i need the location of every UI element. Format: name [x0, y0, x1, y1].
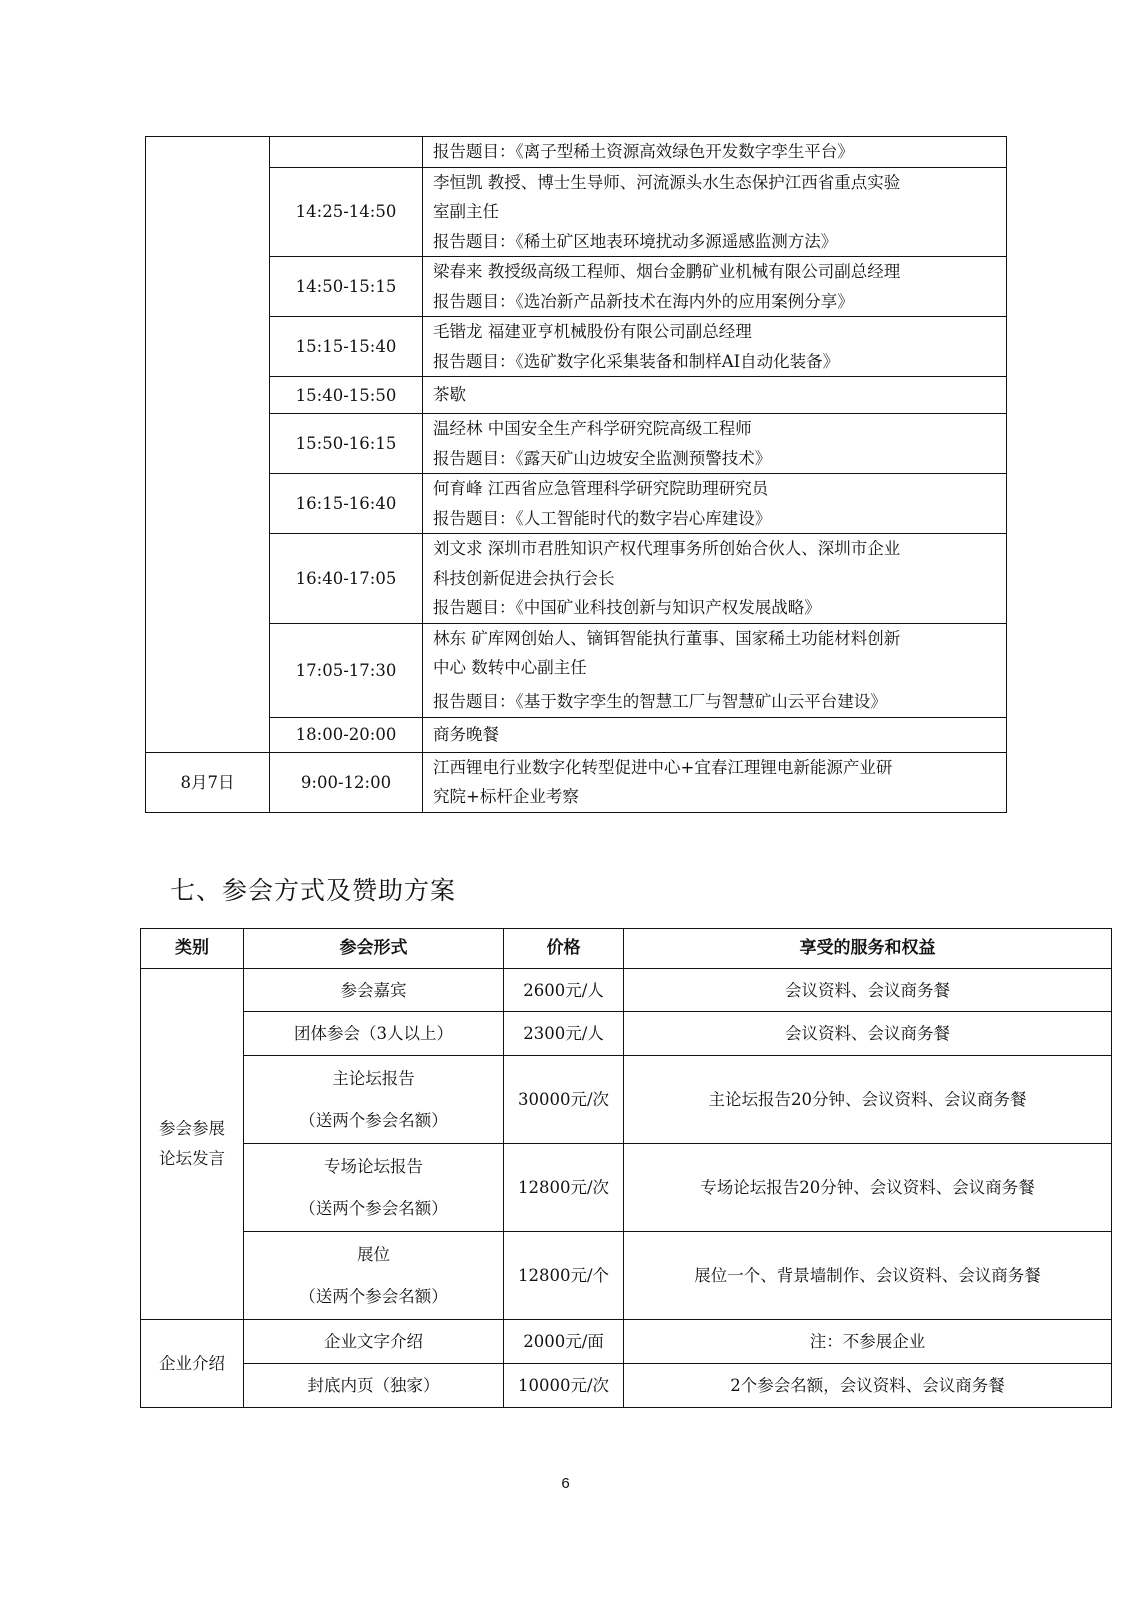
form-cell [244, 1144, 504, 1232]
form-line: （送两个参会名额） [299, 1198, 448, 1218]
table-row [141, 1320, 1112, 1364]
price-cell: 2300元/人 [504, 1012, 624, 1056]
content-line: 商务晚餐 [433, 724, 499, 744]
table-row [146, 474, 1007, 534]
category-cell: 企业介绍 [141, 1320, 244, 1408]
content-line: 何育峰 江西省应急管理科学研究院助理研究员 [433, 479, 769, 498]
time-cell: 17:05-17:30 [270, 623, 423, 717]
content-line: 茶歇 [433, 385, 466, 405]
price-cell: 2000元/面 [504, 1320, 624, 1364]
content-line: 梁春来 教授级高级工程师、烟台金鹏矿业机械有限公司副总经理 [433, 262, 901, 281]
table-header-row [141, 929, 1112, 969]
content-cell [423, 474, 1007, 534]
table-row [141, 1144, 1112, 1232]
content-cell [423, 137, 1007, 168]
content-line: 李恒凯 教授、博士生导师、河流源头水生态保护江西省重点实验 [433, 172, 901, 192]
header-price: 价格 [504, 929, 624, 969]
form-cell: 企业文字介绍 [244, 1320, 504, 1364]
table-row [141, 1056, 1112, 1144]
form-cell: 团体参会（3人以上） [244, 1012, 504, 1056]
content-cell [423, 317, 1007, 377]
content-cell [423, 534, 1007, 624]
header-category: 类别 [141, 929, 244, 969]
time-cell: 15:15-15:40 [270, 317, 423, 377]
time-cell: 18:00-20:00 [270, 717, 423, 752]
table-row [146, 377, 1007, 414]
content-line: 江西锂电行业数字化转型促进中心+宜春江理锂电新能源产业研 [433, 757, 893, 777]
table-row [146, 717, 1007, 752]
time-cell [270, 137, 423, 168]
content-line: 报告题目：《稀土矿区地表环境扰动多源遥感监测方法》 [433, 231, 838, 251]
fees-table [140, 928, 1112, 1408]
table-row [141, 1012, 1112, 1056]
content-line: 报告题目：《基于数字孪生的智慧工厂与智慧矿山云平台建设》 [433, 691, 887, 711]
content-cell [423, 752, 1007, 812]
date-cell-empty [146, 137, 270, 753]
header-benefits: 享受的服务和权益 [624, 929, 1112, 969]
benefits-cell: 注：不参展企业 [624, 1320, 1112, 1364]
time-cell: 14:50-15:15 [270, 257, 423, 317]
content-cell [423, 377, 1007, 414]
form-line: 主论坛报告 [332, 1068, 415, 1088]
content-line: 毛锴龙 福建亚亨机械股份有限公司副总经理 [433, 322, 752, 341]
content-line: 报告题目：《中国矿业科技创新与知识产权发展战略》 [433, 598, 821, 617]
table-row [141, 1232, 1112, 1320]
time-cell: 14:25-14:50 [270, 167, 423, 257]
form-line: （送两个参会名额） [299, 1286, 448, 1306]
header-form: 参会形式 [244, 929, 504, 969]
table-row [146, 534, 1007, 624]
category-line: 论坛发言 [159, 1149, 225, 1168]
benefits-cell: 专场论坛报告20分钟、会议资料、会议商务餐 [624, 1144, 1112, 1232]
content-line: 报告题目：《离子型稀土资源高效绿色开发数字孪生平台》 [433, 142, 854, 161]
table-row [141, 969, 1112, 1012]
content-line: 报告题目：《露天矿山边坡安全监测预警技术》 [433, 448, 772, 468]
benefits-cell: 2个参会名额，会议资料、会议商务餐 [624, 1364, 1112, 1408]
time-cell: 15:40-15:50 [270, 377, 423, 414]
table-row [146, 167, 1007, 257]
content-cell [423, 717, 1007, 752]
table-row [146, 317, 1007, 377]
form-line: 展位 [357, 1244, 390, 1264]
time-cell: 16:15-16:40 [270, 474, 423, 534]
date-cell: 8月7日 [146, 752, 270, 812]
content-line: 究院+标杆企业考察 [433, 787, 579, 806]
content-line: 报告题目：《人工智能时代的数字岩心库建设》 [433, 508, 772, 528]
benefits-cell: 会议资料、会议商务餐 [624, 1012, 1112, 1056]
form-cell: 参会嘉宾 [244, 969, 504, 1012]
content-line: 报告题目：《选冶新产品新技术在海内外的应用案例分享》 [433, 291, 854, 311]
table-row [146, 623, 1007, 717]
page-number: 6 [561, 1475, 570, 1492]
content-line: 中心 数转中心副主任 [433, 658, 587, 678]
price-cell: 12800元/次 [504, 1144, 624, 1232]
content-line: 科技创新促进会执行会长 [433, 568, 615, 588]
content-line: 刘文求 深圳市君胜知识产权代理事务所创始合伙人、深圳市企业 [433, 539, 901, 558]
time-cell: 9:00-12:00 [270, 752, 423, 812]
table-row [146, 137, 1007, 168]
content-cell [423, 414, 1007, 474]
content-line: 室副主任 [433, 202, 499, 221]
table-row [146, 257, 1007, 317]
content-line: 温经林 中国安全生产科学研究院高级工程师 [433, 419, 752, 438]
table-row [146, 414, 1007, 474]
time-cell: 16:40-17:05 [270, 534, 423, 624]
form-line: 专场论坛报告 [324, 1156, 423, 1176]
time-cell: 15:50-16:15 [270, 414, 423, 474]
category-cell [141, 969, 244, 1320]
table-row [146, 752, 1007, 812]
price-cell: 12800元/个 [504, 1232, 624, 1320]
content-line: 林东 矿库网创始人、镝铒智能执行董事、国家稀土功能材料创新 [433, 628, 901, 648]
category-line: 参会参展 [159, 1119, 225, 1138]
content-line: 报告题目：《选矿数字化采集装备和制样AI自动化装备》 [433, 351, 840, 371]
content-cell [423, 167, 1007, 257]
price-cell: 10000元/次 [504, 1364, 624, 1408]
form-line: （送两个参会名额） [299, 1110, 448, 1130]
form-cell [244, 1232, 504, 1320]
content-cell [423, 257, 1007, 317]
content-cell [423, 623, 1007, 717]
section-heading: 七、参会方式及赞助方案 [170, 876, 457, 905]
form-cell: 封底内页（独家） [244, 1364, 504, 1408]
price-cell: 30000元/次 [504, 1056, 624, 1144]
table-row [141, 1364, 1112, 1408]
price-cell: 2600元/人 [504, 969, 624, 1012]
form-cell [244, 1056, 504, 1144]
schedule-table [145, 136, 1007, 813]
benefits-cell: 展位一个、背景墙制作、会议资料、会议商务餐 [624, 1232, 1112, 1320]
benefits-cell: 会议资料、会议商务餐 [624, 969, 1112, 1012]
benefits-cell: 主论坛报告20分钟、会议资料、会议商务餐 [624, 1056, 1112, 1144]
